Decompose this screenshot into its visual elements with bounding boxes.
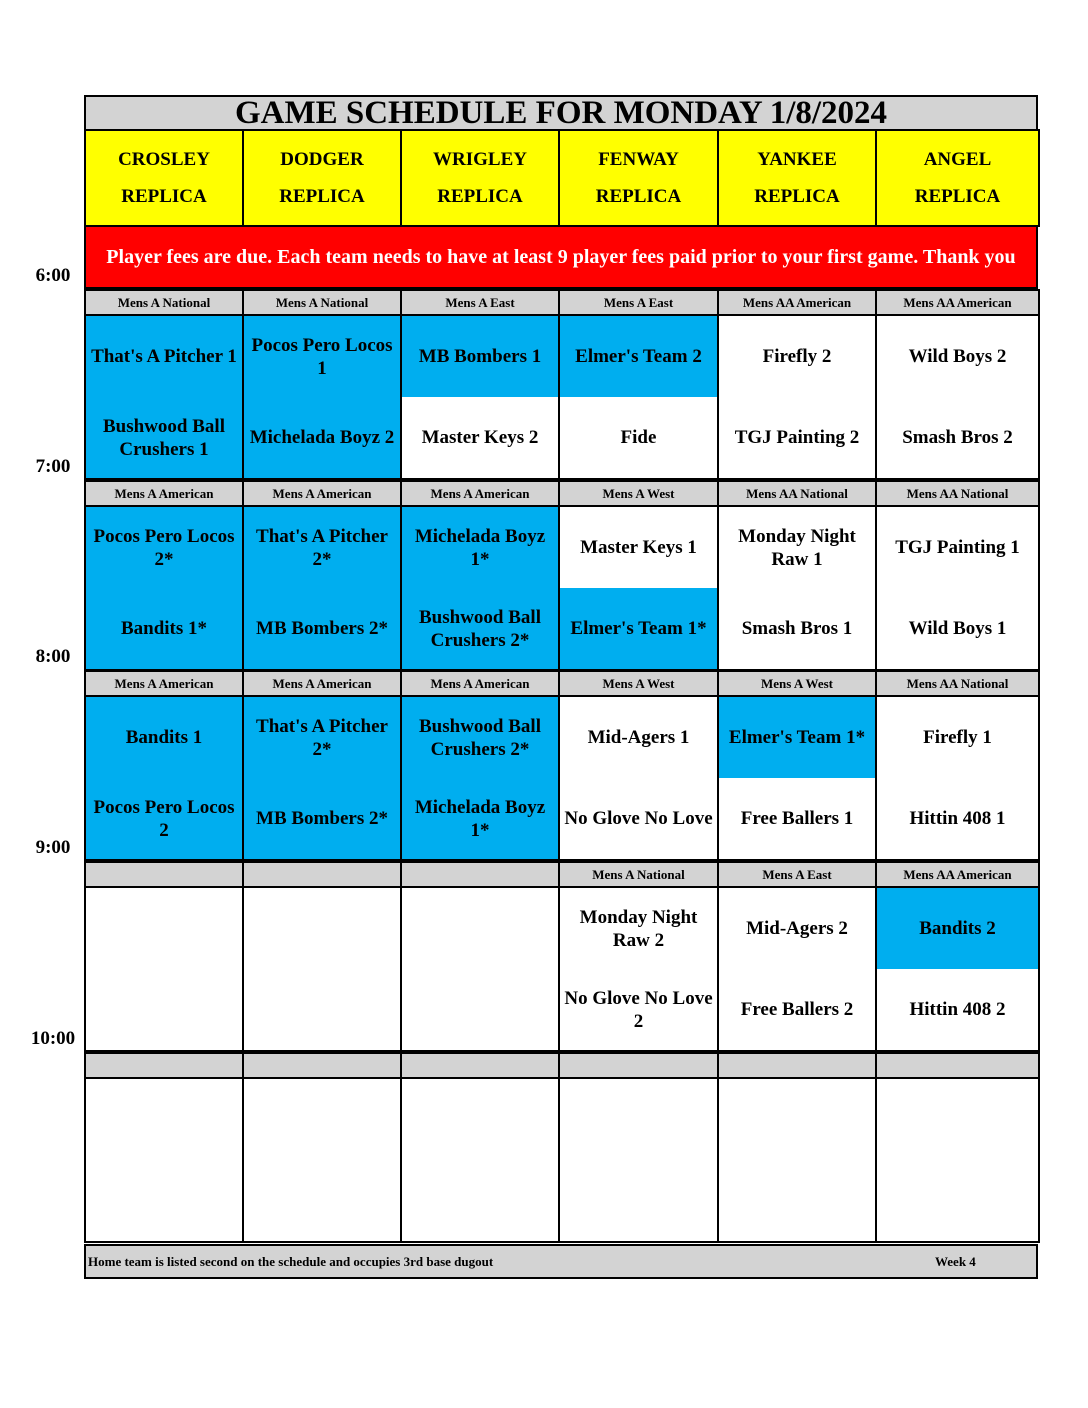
away-team-cell: [558, 1077, 719, 1160]
away-team-cell: That's A Pitcher 1: [84, 314, 244, 397]
division-label: Mens A American: [242, 480, 402, 507]
away-team-cell: Mid-Agers 1: [558, 695, 719, 778]
home-team-cell: Bushwood Ball Crushers 2*: [400, 588, 560, 671]
division-label: Mens A American: [242, 670, 402, 697]
time-slot-label: 10:00: [30, 1028, 76, 1049]
away-team-cell: [717, 1077, 877, 1160]
field-name: CROSLEY: [118, 148, 210, 170]
field-subtitle: REPLICA: [754, 185, 840, 207]
away-team-cell: [84, 1077, 244, 1160]
away-team-cell: Michelada Boyz 1*: [400, 505, 560, 588]
away-team-cell: That's A Pitcher 2*: [242, 505, 402, 588]
home-team-cell: Free Ballers 2: [717, 969, 877, 1052]
home-team-cell: Hittin 408 2: [875, 969, 1040, 1052]
division-label: Mens A East: [717, 861, 877, 888]
away-team-cell: [242, 886, 402, 969]
home-team-cell: Pocos Pero Locos 2: [84, 778, 244, 861]
field-header-wrigley: [400, 129, 560, 227]
division-label: Mens AA National: [875, 670, 1040, 697]
schedule-table: [84, 95, 1038, 1279]
away-team-cell: Firefly 2: [717, 314, 877, 397]
away-team-cell: TGJ Painting 1: [875, 505, 1040, 588]
division-label: Mens A National: [84, 289, 244, 316]
field-name: YANKEE: [757, 148, 837, 170]
division-label: Mens AA American: [717, 289, 877, 316]
field-header-fenway: [558, 129, 719, 227]
away-team-cell: Bandits 1: [84, 695, 244, 778]
home-team-cell: Bandits 1*: [84, 588, 244, 671]
field-header-crosley: [84, 129, 244, 227]
away-team-cell: Elmer's Team 2: [558, 314, 719, 397]
home-team-cell: [84, 969, 244, 1052]
field-subtitle: REPLICA: [437, 185, 523, 207]
field-name: ANGEL: [923, 148, 992, 170]
division-label: [242, 1052, 402, 1079]
away-team-cell: Wild Boys 2: [875, 314, 1040, 397]
division-label: Mens AA National: [717, 480, 877, 507]
home-team-cell: TGJ Painting 2: [717, 397, 877, 480]
away-team-cell: [84, 886, 244, 969]
field-subtitle: REPLICA: [279, 185, 365, 207]
field-header-yankee: [717, 129, 877, 227]
home-team-cell: [242, 1160, 402, 1243]
away-team-cell: MB Bombers 1: [400, 314, 560, 397]
home-team-cell: No Glove No Love 2: [558, 969, 719, 1052]
away-team-cell: Mid-Agers 2: [717, 886, 877, 969]
division-label: [84, 861, 244, 888]
division-label: Mens A West: [558, 480, 719, 507]
division-label: Mens AA American: [875, 289, 1040, 316]
home-team-cell: No Glove No Love: [558, 778, 719, 861]
away-team-cell: Monday Night Raw 1: [717, 505, 877, 588]
away-team-cell: Bushwood Ball Crushers 2*: [400, 695, 560, 778]
away-team-cell: [400, 886, 560, 969]
division-label: [84, 1052, 244, 1079]
division-label: [558, 1052, 719, 1079]
away-team-cell: [875, 1077, 1040, 1160]
division-label: [242, 861, 402, 888]
home-team-cell: [242, 969, 402, 1052]
division-label: [400, 861, 560, 888]
division-label: Mens A American: [400, 480, 560, 507]
away-team-cell: Monday Night Raw 2: [558, 886, 719, 969]
division-label: [717, 1052, 877, 1079]
away-team-cell: Pocos Pero Locos 2*: [84, 505, 244, 588]
away-team-cell: Master Keys 1: [558, 505, 719, 588]
home-team-cell: Master Keys 2: [400, 397, 560, 480]
home-team-cell: MB Bombers 2*: [242, 588, 402, 671]
field-name: FENWAY: [598, 148, 679, 170]
field-header-angel: [875, 129, 1040, 227]
home-team-cell: [717, 1160, 877, 1243]
field-subtitle: REPLICA: [121, 185, 207, 207]
home-team-cell: Elmer's Team 1*: [558, 588, 719, 671]
time-slot-label: 6:00: [35, 265, 71, 286]
home-team-cell: [558, 1160, 719, 1243]
division-label: Mens AA National: [875, 480, 1040, 507]
division-label: [875, 1052, 1040, 1079]
home-team-cell: Fide: [558, 397, 719, 480]
division-label: Mens A American: [84, 480, 244, 507]
division-label: Mens A National: [558, 861, 719, 888]
home-team-cell: Bushwood Ball Crushers 1: [84, 397, 244, 480]
footer-bar: [84, 1244, 1038, 1279]
home-team-cell: [84, 1160, 244, 1243]
away-team-cell: Bandits 2: [875, 886, 1040, 969]
footer-note: Home team is listed second on the schedule and occupies 3rd base dugout: [88, 1253, 494, 1269]
division-label: Mens A West: [558, 670, 719, 697]
away-team-cell: Elmer's Team 1*: [717, 695, 877, 778]
home-team-cell: Michelada Boyz 2: [242, 397, 402, 480]
home-team-cell: [400, 969, 560, 1052]
division-label: Mens A American: [84, 670, 244, 697]
division-label: Mens A American: [400, 670, 560, 697]
home-team-cell: Hittin 408 1: [875, 778, 1040, 861]
field-name: WRIGLEY: [433, 148, 527, 170]
field-name: DODGER: [280, 148, 364, 170]
division-label: Mens A West: [717, 670, 877, 697]
home-team-cell: Free Ballers 1: [717, 778, 877, 861]
home-team-cell: Wild Boys 1: [875, 588, 1040, 671]
schedule-title: GAME SCHEDULE FOR MONDAY 1/8/2024: [84, 95, 1038, 131]
division-label: Mens A National: [242, 289, 402, 316]
home-team-cell: [400, 1160, 560, 1243]
fee-notice-banner: Player fees are due. Each team needs to have at least 9 player fees paid prior to your first game. Thank you: [84, 225, 1038, 289]
field-subtitle: REPLICA: [595, 185, 682, 207]
away-team-cell: That's A Pitcher 2*: [242, 695, 402, 778]
division-label: [400, 1052, 560, 1079]
time-slot-label: 7:00: [35, 456, 71, 477]
home-team-cell: MB Bombers 2*: [242, 778, 402, 861]
week-label: Week 4: [935, 1253, 976, 1269]
home-team-cell: Smash Bros 1: [717, 588, 877, 671]
away-team-cell: [242, 1077, 402, 1160]
away-team-cell: Firefly 1: [875, 695, 1040, 778]
home-team-cell: Smash Bros 2: [875, 397, 1040, 480]
division-label: Mens A East: [400, 289, 560, 316]
time-slot-label: 9:00: [35, 837, 71, 858]
away-team-cell: Pocos Pero Locos 1: [242, 314, 402, 397]
division-label: Mens A East: [558, 289, 719, 316]
field-header-dodger: [242, 129, 402, 227]
home-team-cell: [875, 1160, 1040, 1243]
home-team-cell: Michelada Boyz 1*: [400, 778, 560, 861]
away-team-cell: [400, 1077, 560, 1160]
field-subtitle: REPLICA: [914, 185, 1001, 207]
division-label: Mens AA American: [875, 861, 1040, 888]
time-slot-label: 8:00: [35, 646, 71, 667]
